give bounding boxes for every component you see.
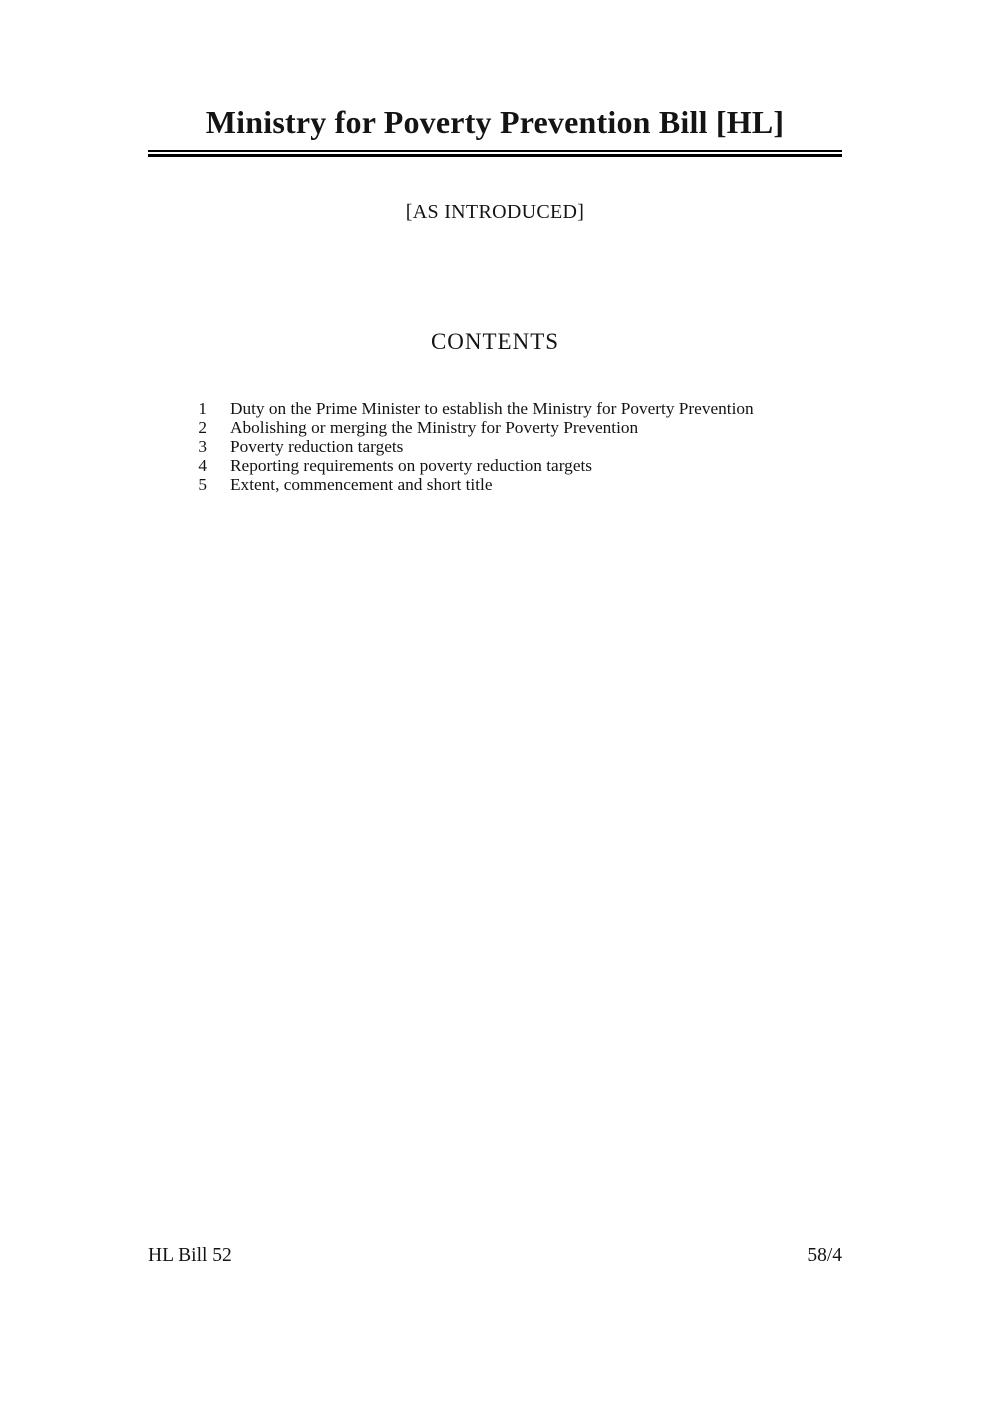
contents-heading: CONTENTS xyxy=(430,329,560,354)
title-rule-thick-line xyxy=(148,154,842,157)
toc-clause-title: Reporting requirements on poverty reduction targets xyxy=(230,456,593,475)
toc-clause-title: Extent, commencement and short title xyxy=(230,475,493,494)
toc-clause-title: Abolishing or merging the Ministry for Poverty Prevention xyxy=(230,418,639,437)
table-of-contents xyxy=(148,399,842,494)
toc-row xyxy=(148,418,842,437)
toc-clause-title: Duty on the Prime Minister to establish the Ministry for Poverty Prevention xyxy=(230,399,754,418)
toc-row xyxy=(148,456,842,475)
title-double-rule xyxy=(148,150,842,157)
session-number: 58/4 xyxy=(807,1245,842,1266)
bill-number: HL Bill 52 xyxy=(148,1245,232,1266)
bill-title: Ministry for Poverty Prevention Bill [HL] xyxy=(205,104,785,140)
toc-clause-number: 3 xyxy=(198,437,207,456)
toc-row xyxy=(148,475,842,494)
toc-clause-number: 4 xyxy=(198,456,207,475)
bill-stage-note: [AS INTRODUCED] xyxy=(405,201,585,223)
toc-clause-title: Poverty reduction targets xyxy=(230,437,404,456)
toc-clause-number: 5 xyxy=(198,475,207,494)
toc-clause-number: 2 xyxy=(198,418,207,437)
toc-row xyxy=(148,399,842,418)
toc-clause-number: 1 xyxy=(198,399,207,418)
toc-row xyxy=(148,437,842,456)
